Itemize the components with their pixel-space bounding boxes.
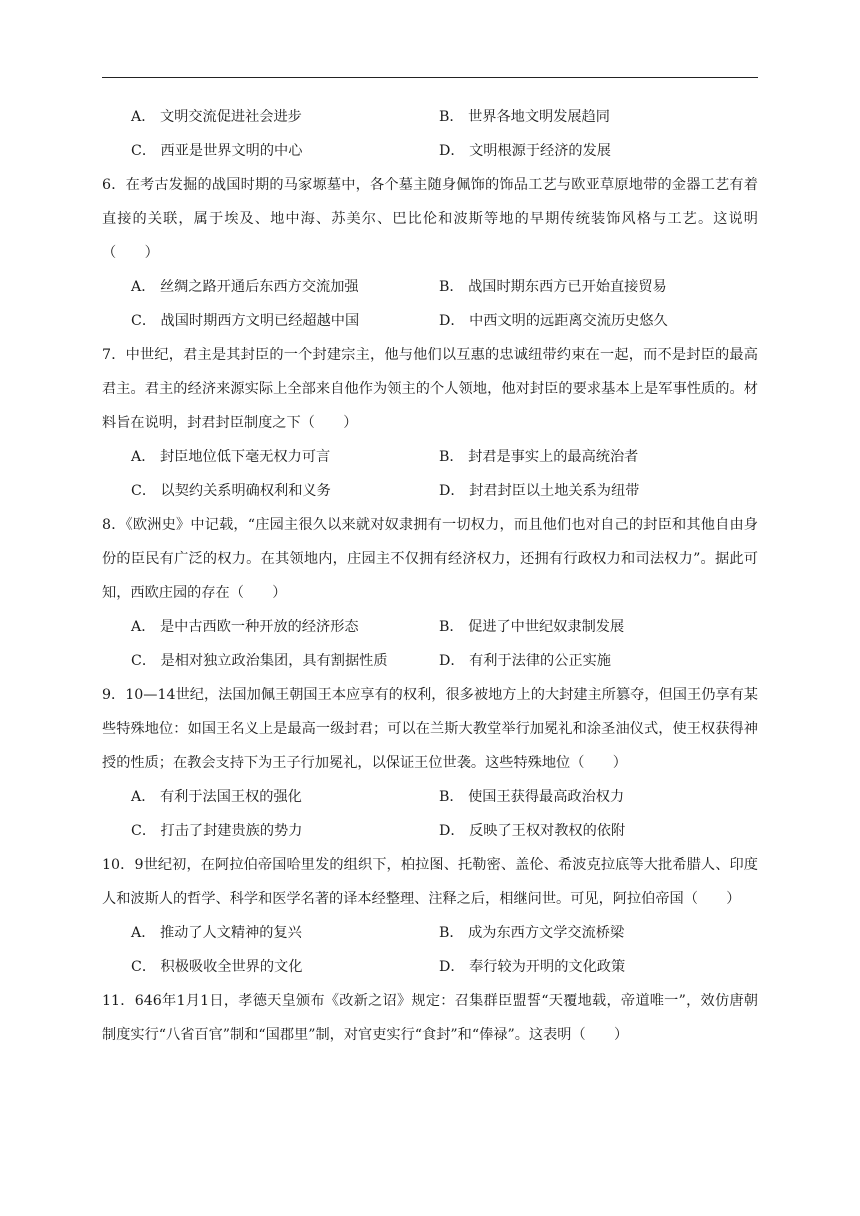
option-c[interactable]: C． 西亚是世界文明的中心 (131, 143, 303, 159)
option-a[interactable]: A． 文明交流促进社会进步 (131, 109, 302, 125)
question-stem: 8．《欧洲史》中记载，“庄园主很久以来就对奴隶拥有一切权力，而且他们也对自己的封臣和其他自由身份的臣民有广泛的权力。在其领地内，庄园主不仅拥有经济权力，还拥有行政权力和司法权力”。据此可知，西欧庄园的存在（ ） (102, 517, 758, 601)
question-8 (102, 508, 758, 678)
option-b[interactable]: B． 使国王获得最高政治权力 (439, 789, 625, 805)
option-d[interactable]: D． 封君封臣以土地关系为纽带 (439, 483, 640, 499)
header-rule (102, 77, 758, 78)
question-7 (102, 338, 758, 508)
option-a[interactable]: A． 推动了人文精神的复兴 (131, 925, 302, 941)
option-d[interactable]: D． 奉行较为开明的文化政策 (439, 959, 626, 975)
carryover-options (102, 100, 758, 168)
question-stem: 7．中世纪，君主是其封臣的一个封建宗主，他与他们以互惠的忠诚纽带约束在一起，而不是封臣的最高君主。君主的经济来源实际上全部来自他作为领主的个人领地，他对封臣的要求基本上是军事性质的。材料旨在说明，封君封臣制度之下（ ） (102, 347, 758, 431)
question-stem: 10．9世纪初，在阿拉伯帝国哈里发的组织下，柏拉图、托勒密、盖伦、希波克拉底等大批希腊人、印度人和波斯人的哲学、科学和医学名著的译本经整理、注释之后，相继问世。可见，阿拉伯帝国（ ） (102, 857, 758, 907)
question-stem: 11．646年1月1日，孝德天皇颁布《改新之诏》规定：召集群臣盟誓“天覆地载，帝道唯一”，效仿唐朝制度实行“八省百官”制和“国郡里”制，对官吏实行“食封”和“俸禄”。这表明（ ） (102, 993, 758, 1043)
option-row (102, 440, 758, 474)
option-row (102, 916, 758, 950)
option-a[interactable]: A． 丝绸之路开通后东西方交流加强 (131, 279, 359, 295)
question-stem: 6．在考古发掘的战国时期的马家塬墓中，各个墓主随身佩饰的饰品工艺与欧亚草原地带的金器工艺有着直接的关联，属于埃及、地中海、苏美尔、巴比伦和波斯等地的早期传统装饰风格与工艺。这说明（ ） (102, 177, 758, 261)
option-row (102, 100, 758, 134)
option-b[interactable]: B． 世界各地文明发展趋同 (439, 109, 610, 125)
option-b[interactable]: B． 战国时期东西方已开始直接贸易 (439, 279, 667, 295)
question-stem: 9．10—14世纪，法国加佩王朝国王本应享有的权利，很多被地方上的大封建主所篡夺，但国王仍享有某些特殊地位：如国王名义上是最高一级封君；可以在兰斯大教堂举行加冕礼和涂圣油仪式，使王权获得神授的性质；在教会支持下为王子行加冕礼，以保证王位世袭。这些特殊地位（ ） (102, 687, 758, 771)
option-row (102, 644, 758, 678)
option-row (102, 304, 758, 338)
option-row (102, 270, 758, 304)
option-a[interactable]: A． 封臣地位低下毫无权力可言 (131, 449, 331, 465)
option-row (102, 134, 758, 168)
option-c[interactable]: C． 积极吸收全世界的文化 (131, 959, 303, 975)
option-c[interactable]: C． 是相对独立政治集团，具有割据性质 (131, 653, 388, 669)
question-6 (102, 168, 758, 338)
option-d[interactable]: D． 中西文明的远距离交流历史悠久 (439, 313, 668, 329)
question-10 (102, 848, 758, 984)
option-c[interactable]: C． 战国时期西方文明已经超越中国 (131, 313, 360, 329)
option-a[interactable]: A． 有利于法国王权的强化 (131, 789, 302, 805)
option-row (102, 814, 758, 848)
option-c[interactable]: C． 打击了封建贵族的势力 (131, 823, 303, 839)
option-row (102, 950, 758, 984)
option-c[interactable]: C． 以契约关系明确权利和义务 (131, 483, 331, 499)
question-9 (102, 678, 758, 848)
option-d[interactable]: D． 文明根源于经济的发展 (439, 143, 611, 159)
option-row (102, 780, 758, 814)
document-body (102, 100, 758, 1052)
option-a[interactable]: A． 是中古西欧一种开放的经济形态 (131, 619, 359, 635)
option-b[interactable]: B． 成为东西方文学交流桥梁 (439, 925, 625, 941)
question-11 (102, 984, 758, 1052)
option-row (102, 610, 758, 644)
option-b[interactable]: B． 封君是事实上的最高统治者 (439, 449, 639, 465)
option-d[interactable]: D． 反映了王权对教权的依附 (439, 823, 626, 839)
option-b[interactable]: B． 促进了中世纪奴隶制发展 (439, 619, 625, 635)
option-d[interactable]: D． 有利于法律的公正实施 (439, 653, 611, 669)
option-row (102, 474, 758, 508)
